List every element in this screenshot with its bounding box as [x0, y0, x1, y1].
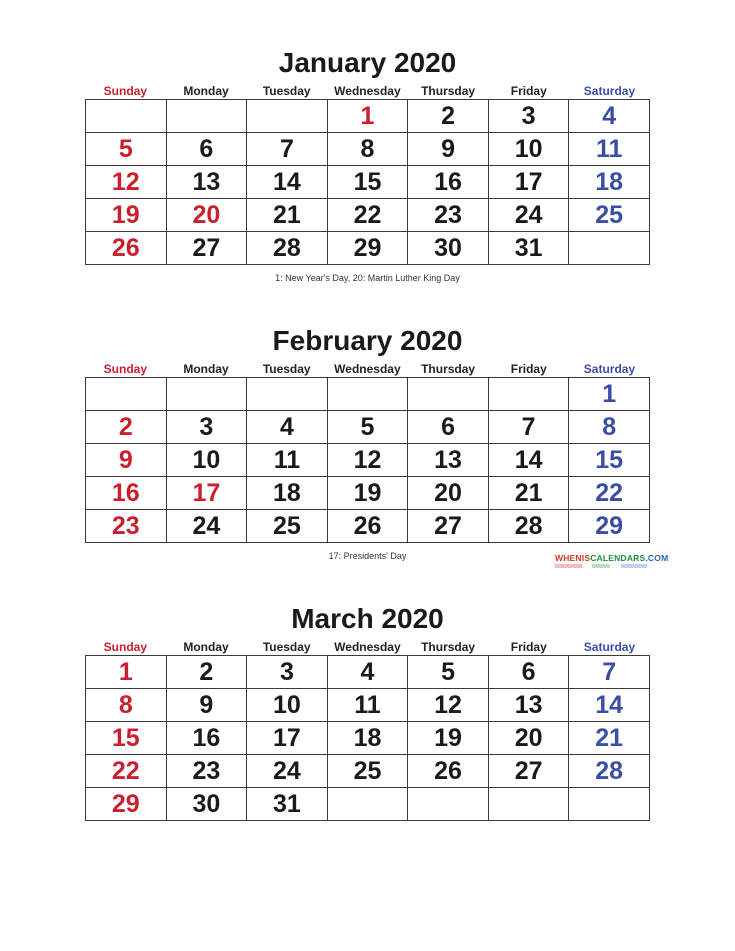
day-cell: 22: [327, 199, 408, 232]
day-cell: 26: [86, 232, 167, 265]
day-cell: 18: [247, 477, 328, 510]
weekday-label: Thursday: [421, 640, 476, 654]
weekday-label: Monday: [183, 362, 229, 376]
calendar-grid: [85, 99, 650, 265]
day-cell: 8: [569, 411, 650, 444]
day-cell: 11: [569, 133, 650, 166]
day-cell: 7: [247, 133, 328, 166]
day-cell: 25: [569, 199, 650, 232]
day-cell: 4: [327, 656, 408, 689]
day-cell: 17: [247, 722, 328, 755]
day-cell: 19: [86, 199, 167, 232]
empty-day-cell: [488, 378, 569, 411]
brand-text-part: WHENIS: [555, 553, 591, 563]
day-cell: 2: [166, 656, 247, 689]
day-cell: 16: [408, 166, 489, 199]
day-cell: 30: [166, 788, 247, 821]
day-cell: 14: [488, 444, 569, 477]
calendar-week-row: [86, 722, 650, 755]
day-cell: 28: [488, 510, 569, 543]
day-cell: 23: [86, 510, 167, 543]
weekday-label: Friday: [510, 362, 547, 376]
weekday-label: Thursday: [421, 362, 476, 376]
day-cell: 12: [327, 444, 408, 477]
day-cell: 13: [408, 444, 489, 477]
empty-day-cell: [569, 788, 650, 821]
day-cell: 10: [247, 689, 328, 722]
weekday-header: [85, 362, 650, 376]
weekday-label: Friday: [510, 640, 547, 654]
empty-day-cell: [569, 232, 650, 265]
day-cell: 7: [569, 656, 650, 689]
day-cell: 16: [86, 477, 167, 510]
weekday-label: Wednesday: [334, 640, 401, 654]
day-cell: 26: [327, 510, 408, 543]
weekday-label: Monday: [183, 84, 229, 98]
day-cell: 6: [488, 656, 569, 689]
empty-day-cell: [166, 378, 247, 411]
calendar-grid: [85, 655, 650, 821]
brand-text-part: .COM: [645, 553, 669, 563]
empty-day-cell: [86, 378, 167, 411]
weekday-label: Thursday: [421, 84, 476, 98]
day-cell: 11: [247, 444, 328, 477]
weekday-label: Tuesday: [262, 362, 311, 376]
day-cell: 31: [247, 788, 328, 821]
day-cell: 23: [408, 199, 489, 232]
calendar-week-row: [86, 477, 650, 510]
day-cell: 7: [488, 411, 569, 444]
day-cell: 24: [166, 510, 247, 543]
day-cell: 3: [488, 100, 569, 133]
day-cell: 24: [247, 755, 328, 788]
day-cell: 2: [408, 100, 489, 133]
day-cell: 9: [408, 133, 489, 166]
holiday-note: 1: New Year's Day, 20: Martin Luther King Day: [275, 273, 460, 283]
day-cell: 29: [86, 788, 167, 821]
empty-day-cell: [247, 100, 328, 133]
weekday-label: Friday: [510, 84, 547, 98]
calendar-week-row: [86, 510, 650, 543]
empty-day-cell: [327, 378, 408, 411]
day-cell: 19: [408, 722, 489, 755]
day-cell: 14: [569, 689, 650, 722]
day-cell: 18: [569, 166, 650, 199]
weekday-label: Sunday: [103, 84, 148, 98]
empty-day-cell: [166, 100, 247, 133]
empty-day-cell: [327, 788, 408, 821]
day-cell: 10: [488, 133, 569, 166]
day-cell: 20: [488, 722, 569, 755]
weekday-label: Tuesday: [262, 640, 311, 654]
day-cell: 18: [327, 722, 408, 755]
brand-logo: [555, 553, 669, 568]
calendar-week-row: [86, 411, 650, 444]
day-cell: 8: [86, 689, 167, 722]
day-cell: 22: [569, 477, 650, 510]
day-cell: 28: [569, 755, 650, 788]
day-cell: 5: [86, 133, 167, 166]
weekday-label: Saturday: [583, 362, 636, 376]
day-cell: 6: [166, 133, 247, 166]
day-cell: 20: [408, 477, 489, 510]
day-cell: 13: [166, 166, 247, 199]
empty-day-cell: [408, 378, 489, 411]
day-cell: 23: [166, 755, 247, 788]
day-cell: 19: [327, 477, 408, 510]
month-title: March 2020: [291, 603, 444, 634]
day-cell: 29: [569, 510, 650, 543]
day-cell: 31: [488, 232, 569, 265]
calendar-week-row: [86, 788, 650, 821]
day-cell: 25: [327, 755, 408, 788]
empty-day-cell: [488, 788, 569, 821]
day-cell: 3: [247, 656, 328, 689]
day-cell: 13: [488, 689, 569, 722]
day-cell: 10: [166, 444, 247, 477]
day-cell: 4: [569, 100, 650, 133]
weekday-label: Sunday: [103, 640, 148, 654]
day-cell: 8: [327, 133, 408, 166]
weekday-header: [85, 640, 650, 654]
calendar-week-row: [86, 656, 650, 689]
calendar-week-row: [86, 232, 650, 265]
brand-tagline-graphic: [555, 564, 647, 568]
empty-day-cell: [86, 100, 167, 133]
calendar-week-row: [86, 444, 650, 477]
day-cell: 12: [86, 166, 167, 199]
day-cell: 27: [408, 510, 489, 543]
weekday-label: Saturday: [583, 640, 636, 654]
day-cell: 28: [247, 232, 328, 265]
weekday-label: Sunday: [103, 362, 148, 376]
day-cell: 25: [247, 510, 328, 543]
day-cell: 21: [488, 477, 569, 510]
day-cell: 11: [327, 689, 408, 722]
day-cell: 22: [86, 755, 167, 788]
calendar-week-row: [86, 755, 650, 788]
weekday-label: Wednesday: [334, 362, 401, 376]
calendar-week-row: [86, 133, 650, 166]
day-cell: 21: [247, 199, 328, 232]
day-cell: 17: [488, 166, 569, 199]
day-cell: 1: [86, 656, 167, 689]
day-cell: 6: [408, 411, 489, 444]
day-cell: 27: [488, 755, 569, 788]
holiday-note: 17: Presidents' Day: [328, 551, 407, 561]
day-cell: 29: [327, 232, 408, 265]
day-cell: 27: [166, 232, 247, 265]
calendar-grid: [85, 377, 650, 543]
day-cell: 15: [569, 444, 650, 477]
weekday-label: Monday: [183, 640, 229, 654]
weekday-label: Wednesday: [334, 84, 401, 98]
weekday-label: Saturday: [583, 84, 636, 98]
day-cell: 15: [86, 722, 167, 755]
weekday-label: Tuesday: [262, 84, 311, 98]
day-cell: 9: [166, 689, 247, 722]
calendar-week-row: [86, 689, 650, 722]
day-cell: 1: [327, 100, 408, 133]
day-cell: 15: [327, 166, 408, 199]
day-cell: 4: [247, 411, 328, 444]
month-title: February 2020: [272, 325, 463, 356]
day-cell: 17: [166, 477, 247, 510]
day-cell: 20: [166, 199, 247, 232]
day-cell: 1: [569, 378, 650, 411]
day-cell: 26: [408, 755, 489, 788]
day-cell: 30: [408, 232, 489, 265]
day-cell: 9: [86, 444, 167, 477]
day-cell: 2: [86, 411, 167, 444]
day-cell: 24: [488, 199, 569, 232]
empty-day-cell: [247, 378, 328, 411]
day-cell: 5: [327, 411, 408, 444]
calendar-week-row: [86, 378, 650, 411]
calendar-week-row: [86, 100, 650, 133]
day-cell: 21: [569, 722, 650, 755]
brand-text-part: CALENDARS: [590, 553, 646, 563]
month-title: January 2020: [278, 47, 457, 78]
calendar-week-row: [86, 199, 650, 232]
empty-day-cell: [408, 788, 489, 821]
calendar-week-row: [86, 166, 650, 199]
day-cell: 16: [166, 722, 247, 755]
day-cell: 5: [408, 656, 489, 689]
day-cell: 12: [408, 689, 489, 722]
day-cell: 14: [247, 166, 328, 199]
weekday-header: [85, 84, 650, 98]
day-cell: 3: [166, 411, 247, 444]
